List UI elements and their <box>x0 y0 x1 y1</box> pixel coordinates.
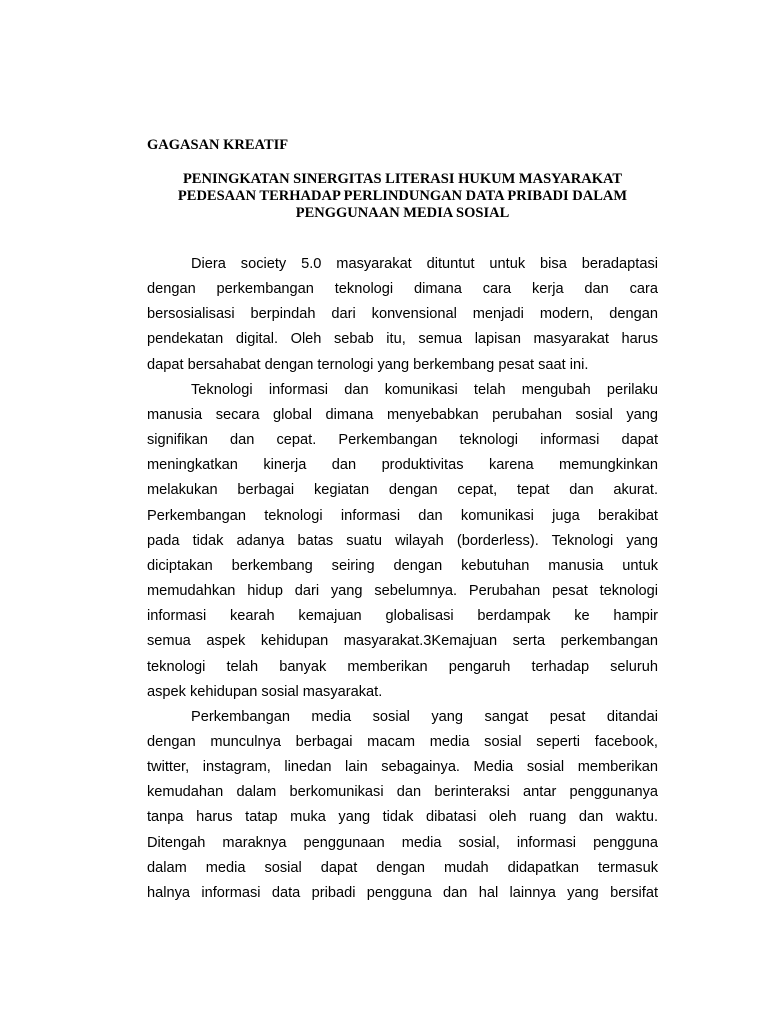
body-line: Ditengah maraknya penggunaan media sosial, informasi pengguna <box>147 834 658 851</box>
body-line: teknologi telah banyak memberikan pengaruh terhadap seluruh <box>147 658 658 675</box>
body-line: melakukan berbagai kegiatan dengan cepat, tepat dan akurat. <box>147 482 658 499</box>
body-line: dengan perkembangan teknologi dimana cara kerja dan cara <box>147 281 658 298</box>
body-line: informasi kearah kemajuan globalisasi berdampak ke hampir <box>147 608 658 625</box>
body-line: tanpa harus tatap muka yang tidak dibatasi oleh ruang dan waktu. <box>147 809 658 826</box>
body-line: signifikan dan cepat. Perkembangan teknologi informasi dapat <box>147 432 658 449</box>
body-line: twitter, instagram, linedan lain sebagainya. Media sosial memberikan <box>147 759 658 776</box>
body-line: Diera society 5.0 masyarakat dituntut untuk bisa beradaptasi <box>191 256 658 272</box>
body-line: dalam media sosial dapat dengan mudah didapatkan termasuk <box>147 859 658 876</box>
title-line: PENINGKATAN SINERGITAS LITERASI HUKUM MASYARAKAT <box>182 171 623 187</box>
body-line: dengan munculnya berbagai macam media sosial seperti facebook, <box>147 733 658 750</box>
body-line: diciptakan berkembang seiring dengan kebutuhan manusia untuk <box>147 557 658 574</box>
document-heading: GAGASAN KREATIF <box>147 137 289 153</box>
body-line: semua aspek kehidupan masyarakat.3Kemajuan serta perkembangan <box>147 633 658 650</box>
body-line: pendekatan digital. Oleh sebab itu, semua lapisan masyarakat harus <box>147 331 658 348</box>
body-line: Perkembangan media sosial yang sangat pesat ditandai <box>191 708 658 725</box>
body-line: Perkembangan teknologi informasi dan komunikasi juga berakibat <box>147 507 658 524</box>
body-line: dapat bersahabat dengan ternologi yang berkembang pesat saat ini. <box>147 356 589 373</box>
body-line: Teknologi informasi dan komunikasi telah mengubah perilaku <box>191 381 658 398</box>
body-line: pada tidak adanya batas suatu wilayah (borderless). Teknologi yang <box>147 532 658 549</box>
document-body <box>147 252 658 906</box>
body-line: halnya informasi data pribadi pengguna dan hal lainnya yang bersifat <box>147 884 658 901</box>
document-title <box>147 171 658 222</box>
body-line: meningkatkan kinerja dan produktivitas karena memungkinkan <box>147 457 658 474</box>
body-line: bersosialisasi berpindah dari konvensional menjadi modern, dengan <box>147 306 658 323</box>
body-line: kemudahan dalam berkomunikasi dan berinteraksi antar penggunanya <box>147 784 658 801</box>
title-line: PENGGUNAAN MEDIA SOSIAL <box>295 205 510 221</box>
body-line: manusia secara global dimana menyebabkan perubahan sosial yang <box>147 406 658 423</box>
body-line: aspek kehidupan sosial masyarakat. <box>147 683 383 700</box>
title-line: PEDESAAN TERHADAP PERLINDUNGAN DATA PRIBADI DALAM <box>177 188 628 204</box>
body-line: memudahkan hidup dari yang sebelumnya. Perubahan pesat teknologi <box>147 583 658 600</box>
